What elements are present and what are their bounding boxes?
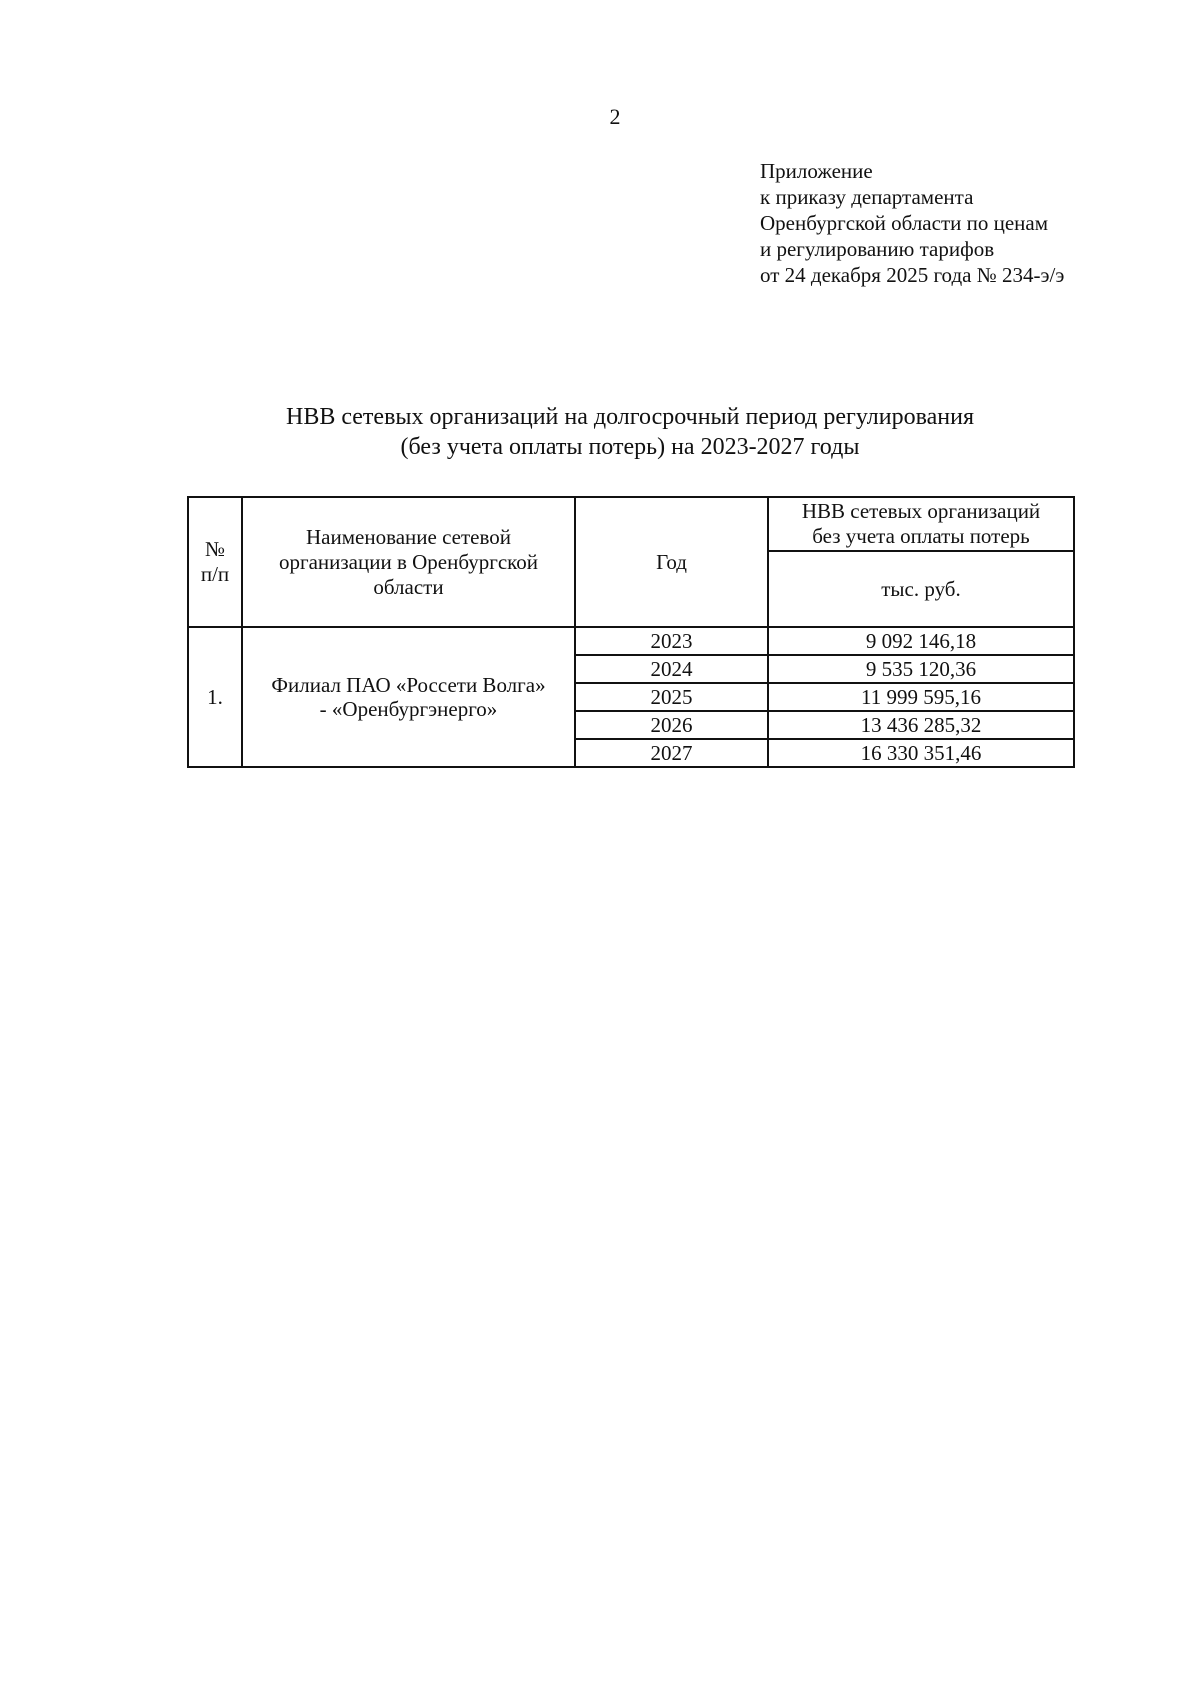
- nvv-table: [187, 496, 1075, 768]
- table-header-row: [188, 497, 1074, 551]
- table-row: [188, 627, 1074, 655]
- value-cell: 16 330 351,46: [768, 739, 1074, 767]
- header-unit: тыс. руб.: [768, 551, 1074, 627]
- org-name-line1: Филиал ПАО «Россети Волга»: [271, 673, 546, 697]
- header-year: Год: [575, 497, 768, 627]
- appendix-line: и регулированию тарифов: [760, 237, 995, 261]
- appendix-line: Оренбургской области по ценам: [760, 211, 1049, 235]
- header-num-line2: п/п: [200, 562, 230, 586]
- year-cell: 2023: [575, 627, 768, 655]
- header-value-line1: НВВ сетевых организаций: [801, 499, 1041, 523]
- document-title: [180, 402, 1080, 462]
- year-cell: 2027: [575, 739, 768, 767]
- value-cell: 9 535 120,36: [768, 655, 1074, 683]
- appendix-line: к приказу департамента: [760, 185, 974, 209]
- year-cell: 2024: [575, 655, 768, 683]
- header-num: [188, 497, 242, 627]
- header-name-line2: организации в Оренбургской: [278, 549, 539, 574]
- appendix-line: Приложение: [760, 159, 873, 183]
- value-cell: 11 999 595,16: [768, 683, 1074, 711]
- title-line: НВВ сетевых организаций на долгосрочный период регулирования: [285, 404, 975, 430]
- org-name: [242, 627, 575, 767]
- header-org-name: [242, 497, 575, 627]
- value-cell: 9 092 146,18: [768, 627, 1074, 655]
- appendix-line: от 24 декабря 2025 года № 234-э/э: [760, 263, 1065, 287]
- header-num-line1: №: [204, 537, 226, 561]
- header-value: [768, 497, 1074, 551]
- row-number: 1.: [188, 627, 242, 767]
- year-cell: 2025: [575, 683, 768, 711]
- page-number: 2: [609, 104, 621, 129]
- header-name-line1: Наименование сетевой: [306, 524, 511, 549]
- header-value-line2: без учета оплаты потерь: [812, 524, 1030, 548]
- title-line: (без учета оплаты потерь) на 2023-2027 годы: [400, 434, 860, 460]
- year-cell: 2026: [575, 711, 768, 739]
- appendix-block: [760, 158, 1064, 288]
- value-cell: 13 436 285,32: [768, 711, 1074, 739]
- header-name-line3: области: [373, 574, 444, 599]
- org-name-line2: - «Оренбургэнерго»: [319, 697, 498, 721]
